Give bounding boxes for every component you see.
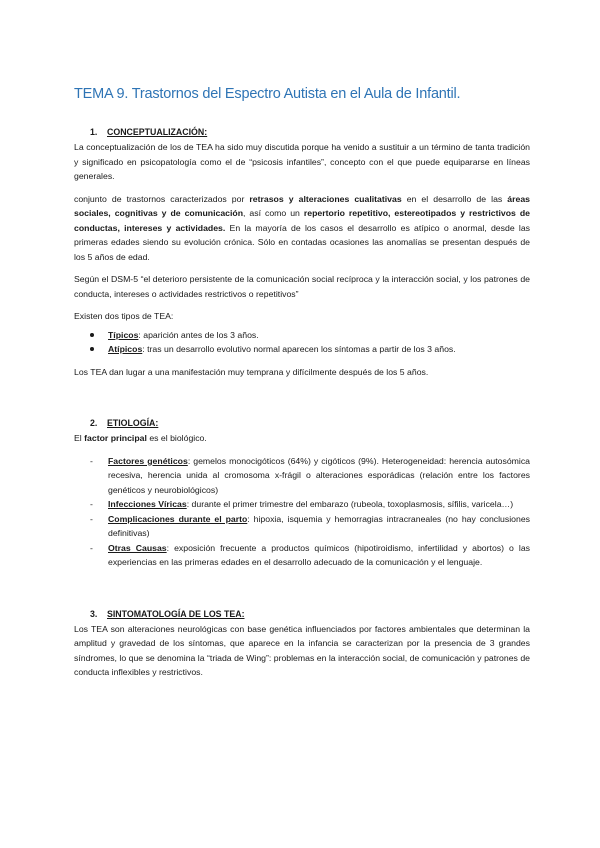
s1-paragraph-5: Los TEA dan lugar a una manifestación muy temprana y difícilmente después de los 5 años. xyxy=(74,366,429,377)
factor-label: Factores genéticos xyxy=(108,455,188,466)
s1-p2-bold-2: áreas sociales, cognitivas y de comunicación xyxy=(74,193,530,218)
s1-paragraph-3: Según el DSM-5 “el deterioro persistente de la comunicación social recíproca y la interacción social, y los patrones de conducta, intereses o actividades restrictivos o repetitivos” xyxy=(74,274,530,299)
s1-paragraph-4: Existen dos tipos de TEA: xyxy=(74,311,174,321)
factor-text: : durante el primer trimestre del embarazo (rubeola, toxoplasmosis, sífilis, varicela…) xyxy=(186,499,514,509)
section-2-heading xyxy=(90,417,530,429)
factor-text: : hipoxia, isquemia y hemorragias intracraneales (no hay conclusiones definitivas) xyxy=(108,513,531,538)
section-2-number: 2. xyxy=(90,418,98,428)
section-3-number: 3. xyxy=(90,608,98,619)
s1-paragraph-1: La conceptualización de los de TEA ha sido muy discutida porque ha venido a sustituir a un término de tanta tradición y significado en psicopatología como el de “psicosis infantiles”, concepto con el que puede equipararse en líneas generales. xyxy=(74,142,530,181)
factor-label: Otras Causas xyxy=(108,542,167,553)
type-label: Típicos xyxy=(108,329,139,340)
bullet-icon xyxy=(90,333,94,337)
factor-text: : exposición frecuente a productos químicos (hipotiroidismo, infertilidad y abortos) o las experiencias en las primeras edades en el desarrollo adecuado de la comunicación y el lenguaje. xyxy=(108,542,531,567)
s2-intro-bold: factor principal xyxy=(84,433,147,443)
s2-intro-pre: El xyxy=(74,433,85,443)
s2-intro-post: es el biológico. xyxy=(146,433,207,443)
bullet-icon xyxy=(90,347,94,351)
type-text: : tras un desarrollo evolutivo normal aparecen los síntomas a partir de los 3 años. xyxy=(142,344,456,354)
section-3-title: SINTOMATOLOGÍA DE LOS TEA: xyxy=(107,608,245,619)
dash-marker: - xyxy=(90,513,93,524)
list-item xyxy=(74,497,530,512)
s1-p2-text-4: En la mayoría de los casos el desarrollo es atípico o anormal, desde las primeras edades siendo su evolución crónica. Sólo en contadas ocasiones las anomalías se presentan después de los 5 años de edad. xyxy=(74,222,530,262)
s1-paragraph-2 xyxy=(74,192,530,265)
s1-p2-text-2: en el desarrollo de las xyxy=(401,193,508,204)
list-item xyxy=(74,512,530,541)
list-item xyxy=(74,454,530,498)
dash-marker: - xyxy=(90,499,93,509)
list-item xyxy=(74,342,530,357)
type-text: : aparición antes de los 3 años. xyxy=(138,329,259,340)
section-1-number: 1. xyxy=(90,127,98,137)
tea-types-list xyxy=(74,328,530,357)
document-title: TEMA 9. Trastornos del Espectro Autista en el Aula de Infantil. xyxy=(74,86,461,102)
s1-p2-text-3: , así como un xyxy=(243,208,304,218)
dash-marker: - xyxy=(90,542,93,553)
etiology-factors-list xyxy=(74,454,530,570)
document-body xyxy=(74,126,530,680)
section-2-title: ETIOLOGÍA: xyxy=(107,418,159,428)
section-1-title: CONCEPTUALIZACIÓN: xyxy=(107,127,208,137)
factor-label: Infecciones Víricas xyxy=(108,499,187,509)
section-3-heading xyxy=(90,608,530,620)
s3-paragraph-1: Los TEA son alteraciones neurológicas con base genética influenciados por factores ambientales que determinan la amplitud y gravedad de los síntomas, que aparece en la infancia se caracterizan por la presencia de 3 grandes síndromes, lo que se denomina la “triada de Wing”: problemas en la interacción social, de comunicación y patrones de conducta inflexibles y restrictivos. xyxy=(74,623,530,677)
factor-label: Complicaciones durante el parto xyxy=(108,513,248,524)
dash-marker: - xyxy=(90,455,93,466)
section-1-heading xyxy=(90,126,530,138)
s1-p2-bold-1: retrasos y alteraciones cualitativas xyxy=(249,193,402,204)
s1-p2-text-1: conjunto de trastornos caracterizados por xyxy=(74,193,250,204)
list-item xyxy=(74,328,530,343)
s2-intro xyxy=(74,431,530,446)
s1-p2-bold-3: repertorio repetitivo, estereotipados y restrictivos de conductas, intereses y actividades. xyxy=(74,208,530,233)
factor-text: : gemelos monocigóticos (64%) y cigóticos (9%). Heterogeneidad: herencia autosómica recesiva, herencia unida al cromosoma x-frágil o alteraciones esporádicas (relación entre los factores genéticos y neurobiológicos) xyxy=(108,455,530,495)
type-label: Atípicos xyxy=(108,344,143,354)
list-item xyxy=(74,541,530,570)
